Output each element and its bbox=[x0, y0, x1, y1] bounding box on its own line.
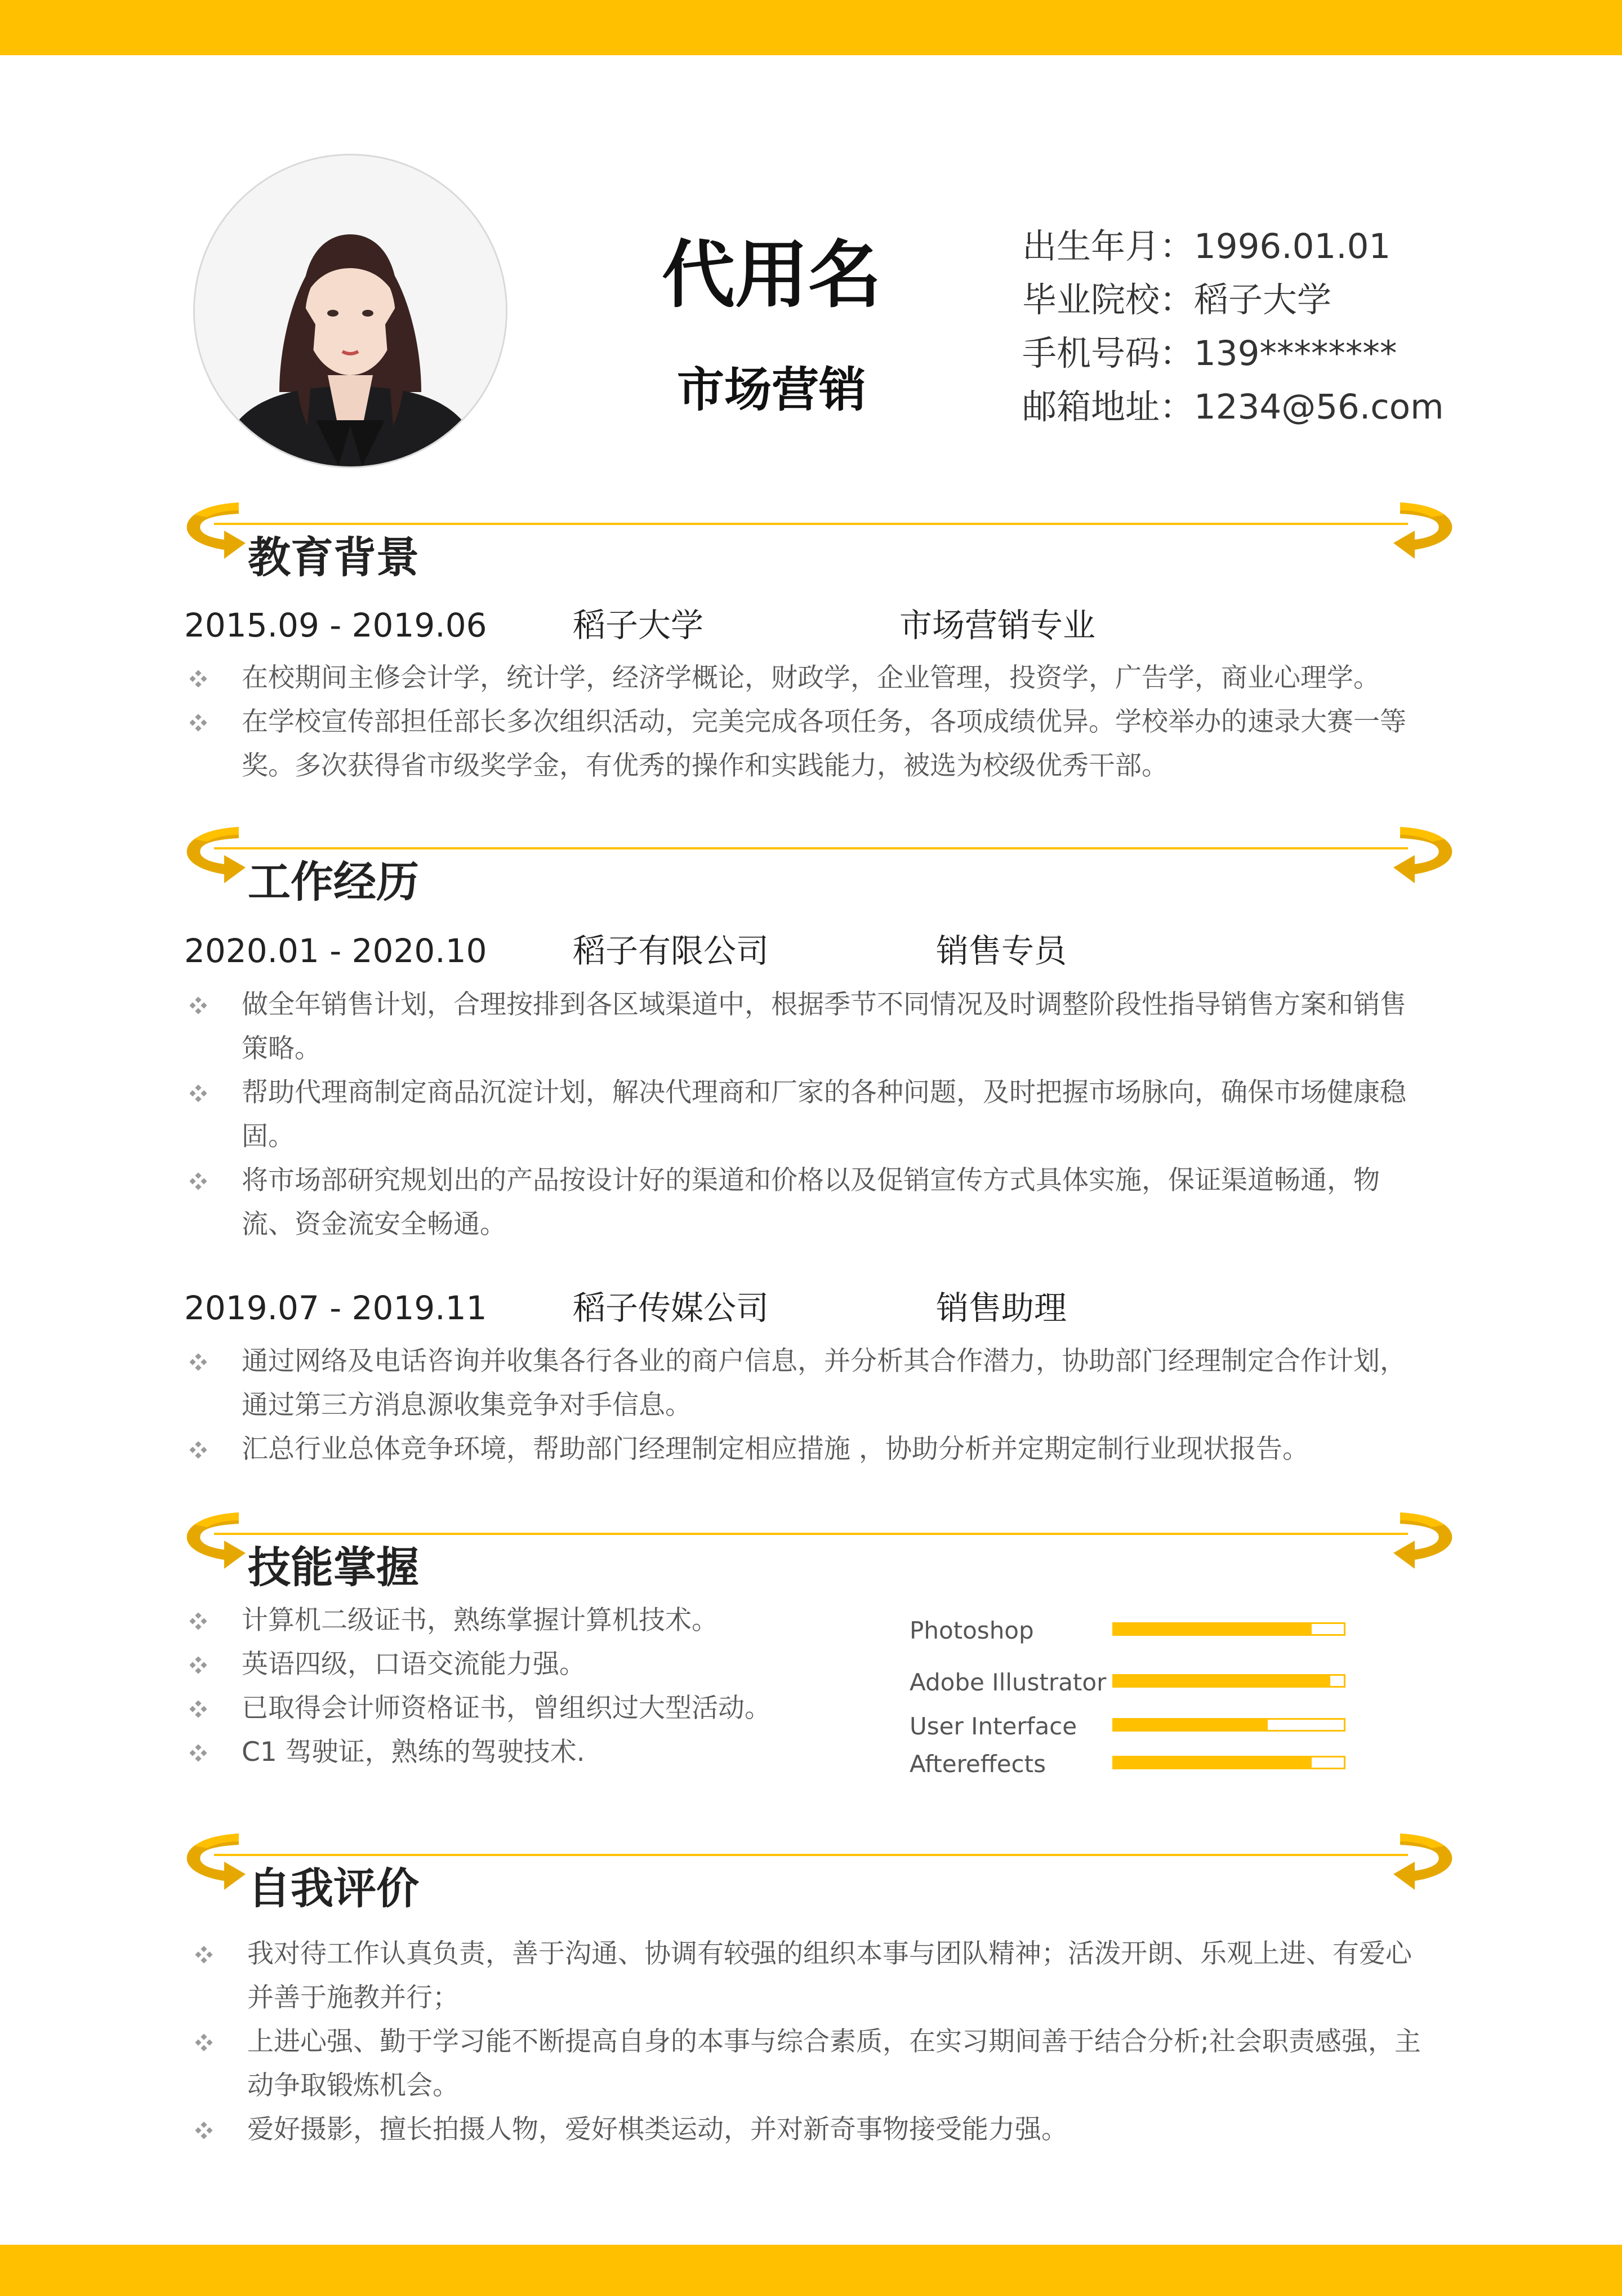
list-item: 做全年销售计划，合理按排到各区域渠道中，根据季节不同情况及时调整阶段性指导销售方案和销售策略。 bbox=[184, 983, 1423, 1071]
list-item: 帮助代理商制定商品沉淀计划，解决代理商和厂家的各种问题，及时把握市场脉向，确保市场健康稳固。 bbox=[184, 1071, 1423, 1159]
list-item: 英语四级，口语交流能力强。 bbox=[184, 1643, 888, 1687]
diamond-bullet-icon bbox=[190, 997, 207, 1014]
skill-level-fill bbox=[1114, 1676, 1330, 1686]
list-item: 爱好摄影，擅长拍摄人物，爱好棋类运动，并对新奇事物接受能力强。 bbox=[190, 2108, 1429, 2152]
curved-arrow-right-icon bbox=[1392, 1834, 1454, 1907]
list-item: C1 驾驶证，熟练的驾驶技术. bbox=[184, 1730, 888, 1774]
diamond-bullet-icon bbox=[190, 1701, 207, 1717]
self-eval-bullets bbox=[190, 1932, 1429, 2152]
diamond-bullet-icon bbox=[195, 2122, 212, 2139]
bottom-accent-bar bbox=[0, 2245, 1622, 2296]
list-item: 计算机二级证书，熟练掌握计算机技术。 bbox=[184, 1599, 888, 1643]
list-item: 将市场部研究规划出的产品按设计好的渠道和价格以及促销宣传方式具体实施，保证渠道畅通，物流、资金流安全畅通。 bbox=[184, 1159, 1423, 1247]
entry-role: 销售助理 bbox=[936, 1289, 1067, 1327]
skill-name: User Interface bbox=[910, 1712, 1077, 1740]
diamond-bullet-icon bbox=[190, 1441, 207, 1458]
diamond-bullet-icon bbox=[190, 1354, 207, 1371]
diamond-bullet-icon bbox=[190, 1613, 207, 1630]
list-item: 已取得会计师资格证书，曾组织过大型活动。 bbox=[184, 1687, 888, 1730]
skill-track bbox=[1112, 1674, 1345, 1688]
work-1-bullets bbox=[184, 983, 1423, 1247]
work-2-bullets bbox=[184, 1340, 1423, 1471]
curved-arrow-left-icon bbox=[185, 1834, 247, 1907]
curved-arrow-left-icon bbox=[185, 1512, 247, 1586]
target-position: 市场营销 bbox=[676, 362, 866, 417]
info-birthdate: 出生年月：1996.01.01 bbox=[1022, 226, 1391, 266]
entry-role: 市场营销专业 bbox=[899, 606, 1096, 644]
education-entry bbox=[184, 603, 1480, 648]
section-education-header bbox=[0, 502, 1622, 587]
skill-level-fill bbox=[1114, 1757, 1312, 1768]
curved-arrow-right-icon bbox=[1392, 827, 1454, 900]
diamond-bullet-icon bbox=[190, 714, 207, 731]
section-title: 教育背景 bbox=[248, 532, 419, 582]
section-title: 技能掌握 bbox=[248, 1542, 419, 1592]
entry-date: 2015.09 - 2019.06 bbox=[184, 606, 487, 644]
info-email: 邮箱地址：1234@56.com bbox=[1022, 387, 1444, 427]
diamond-bullet-icon bbox=[195, 2034, 212, 2051]
section-divider bbox=[214, 1533, 1408, 1535]
curved-arrow-right-icon bbox=[1392, 502, 1454, 576]
skills-bullets bbox=[184, 1599, 888, 1774]
skill-level-fill bbox=[1114, 1624, 1312, 1634]
skill-track bbox=[1112, 1622, 1345, 1636]
diamond-bullet-icon bbox=[190, 1085, 207, 1102]
list-item: 在校期间主修会计学，统计学，经济学概论，财政学，企业管理，投资学，广告学，商业心理学。 bbox=[184, 656, 1423, 700]
skill-bar-photoshop bbox=[910, 1611, 1360, 1650]
personal-info bbox=[1022, 220, 1444, 434]
skill-track bbox=[1112, 1756, 1345, 1769]
work-entry-2 bbox=[184, 1285, 1480, 1331]
diamond-bullet-icon bbox=[190, 670, 207, 687]
top-accent-bar bbox=[0, 0, 1622, 55]
skill-name: Photoshop bbox=[910, 1617, 1034, 1644]
list-item: 上进心强、勤于学习能不断提高自身的本事与综合素质，在实习期间善于结合分析;社会职责感强，主动争取锻炼机会。 bbox=[190, 2020, 1429, 2108]
entry-org: 稻子大学 bbox=[573, 606, 704, 644]
candidate-name: 代用名 bbox=[661, 232, 881, 318]
curved-arrow-left-icon bbox=[185, 502, 247, 576]
skill-track bbox=[1112, 1718, 1345, 1732]
section-divider bbox=[214, 847, 1408, 849]
entry-org: 稻子有限公司 bbox=[573, 932, 769, 970]
list-item: 汇总行业总体竞争环境，帮助部门经理制定相应措施 ，协助分析并定期定制行业现状报告。 bbox=[184, 1427, 1423, 1471]
diamond-bullet-icon bbox=[190, 1745, 207, 1761]
section-work-header bbox=[0, 827, 1622, 911]
skill-level-fill bbox=[1114, 1720, 1268, 1730]
section-self-eval-header bbox=[0, 1834, 1622, 1918]
avatar bbox=[193, 154, 507, 468]
education-bullets bbox=[184, 656, 1423, 788]
skill-bar-illustrator bbox=[910, 1663, 1360, 1702]
section-divider bbox=[214, 1854, 1408, 1856]
skill-bar-user-interface bbox=[910, 1707, 1360, 1746]
diamond-bullet-icon bbox=[195, 1946, 212, 1963]
section-title: 自我评价 bbox=[248, 1863, 419, 1914]
entry-role: 销售专员 bbox=[936, 932, 1067, 970]
list-item: 在学校宣传部担任部长多次组织活动，完美完成各项任务，各项成绩优异。学校举办的速录大赛一等奖。多次获得省市级奖学金，有优秀的操作和实践能力，被选为校级优秀干部。 bbox=[184, 700, 1423, 788]
list-item: 通过网络及电话咨询并收集各行各业的商户信息，并分析其合作潜力，协助部门经理制定合作计划，通过第三方消息源收集竞争对手信息。 bbox=[184, 1340, 1423, 1427]
diamond-bullet-icon bbox=[190, 1173, 207, 1190]
entry-org: 稻子传媒公司 bbox=[573, 1289, 769, 1327]
curved-arrow-right-icon bbox=[1392, 1512, 1454, 1586]
diamond-bullet-icon bbox=[190, 1657, 207, 1674]
work-entry-1 bbox=[184, 928, 1480, 973]
entry-date: 2020.01 - 2020.10 bbox=[184, 932, 487, 970]
entry-date: 2019.07 - 2019.11 bbox=[184, 1289, 487, 1327]
portrait-photo bbox=[195, 155, 506, 466]
list-item: 我对待工作认真负责，善于沟通、协调有较强的组织本事与团队精神；活泼开朗、乐观上进、有爱心并善于施教并行； bbox=[190, 1932, 1429, 2020]
curved-arrow-left-icon bbox=[185, 827, 247, 900]
skill-name: Adobe Illustrator bbox=[910, 1668, 1107, 1696]
section-divider bbox=[214, 523, 1408, 525]
skill-bar-aftereffects bbox=[910, 1745, 1360, 1784]
info-phone: 手机号码：139******** bbox=[1022, 333, 1397, 373]
info-school: 毕业院校：稻子大学 bbox=[1022, 280, 1332, 320]
skill-name: Aftereffects bbox=[910, 1750, 1046, 1778]
section-title: 工作经历 bbox=[248, 857, 419, 907]
section-skills-header bbox=[0, 1512, 1622, 1597]
